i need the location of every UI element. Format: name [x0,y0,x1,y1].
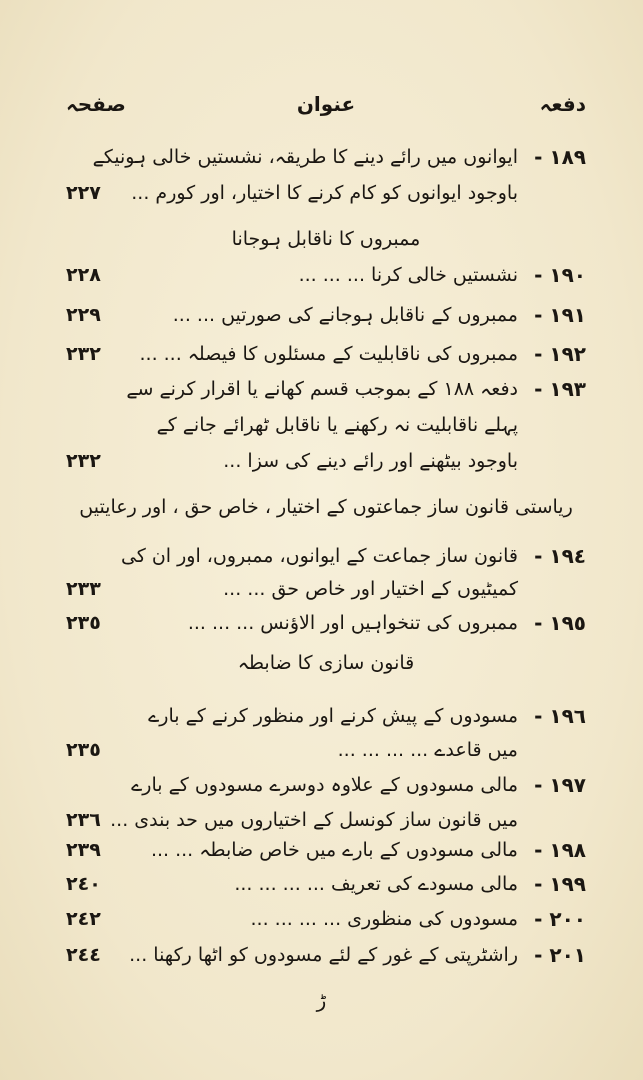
section-number: ١٩٨ - [528,833,586,867]
section-number: ١٨٩ - [528,140,586,174]
page-footer: ڑ [316,988,327,1012]
entry-text: میں قاعدے ... ... ... ... [337,739,518,761]
page-number: ٢٣٣ [66,578,101,600]
page-number: ٢٢٨ [66,264,101,286]
entry-text: مسودوں کی منظوری ... ... ... ... [250,908,518,930]
page-number: ٢٤٤ [66,944,101,966]
section-number: ١٩٥ - [528,606,586,640]
section-number: ١٩٠ - [528,258,586,292]
entry-text: قانون ساز جماعت کے ایوانوں، ممبروں، اور ان کی [120,545,518,567]
entry-text: نشستیں خالی کرنا ... ... ... [298,264,518,286]
toc-row [66,140,586,174]
entry-text: مالی مسودوں کے علاوہ دوسرے مسودوں کے بارے [131,774,518,796]
toc-row [66,768,586,802]
page-number: ٢٣٦ [66,809,101,831]
page-number: ٢٤٠ [66,873,101,895]
section-heading: ریاستی قانون ساز جماعتوں کے اختیار ، خاص حق ، اور رعایتیں [79,496,573,518]
entry-text: ممبروں کی ناقابلیت کے مسئلوں کا فیصلہ ... ... [139,343,518,365]
section-number: ١٩٤ - [528,539,586,573]
toc-row [66,258,586,292]
entry-text: ممبروں کے ناقابل ہوجانے کی صورتیں ... ... [172,304,518,326]
toc-row [66,699,586,733]
toc-row [66,444,586,478]
section-number: ١٩١ - [528,298,586,332]
section-number: ١٩٩ - [528,867,586,901]
section-heading: قانون سازی کا ضابطہ [237,652,415,674]
toc-row [66,902,586,936]
toc-row [66,867,586,901]
entry-text: مالی مسودوں کے بارے میں خاص ضابطہ ... ... [150,839,518,861]
header-title: عنوان [296,92,356,116]
entry-text: میں قانون ساز کونسل کے اختیاروں میں حد بندی ... [110,809,518,831]
page-number: ٢٣٥ [66,612,101,634]
section-number: ١٩٧ - [528,768,586,802]
section-number: ٢٠٠ - [528,902,586,936]
section-number: ٢٠١ - [528,938,586,972]
header-page: صفحہ [66,92,126,116]
toc-row [66,372,586,406]
toc-row [66,733,586,767]
page-number: ٢٢٧ [66,182,101,204]
entry-text: راشٹرپتی کے غور کے لئے مسودوں کو اٹھا رکھنا ... [129,944,518,966]
page-number: ٢٢٩ [66,304,101,326]
section-number: ١٩٢ - [528,337,586,371]
entry-text: ممبروں کی تنخواہیں اور الاؤنس ... ... ... [187,612,518,634]
page-number: ٢٣٢ [66,450,101,472]
toc-row [66,572,586,606]
column-header [66,92,586,122]
toc-row [66,337,586,371]
toc-row [66,803,586,837]
entry-text: مسودوں کے پیش کرنے اور منظور کرنے کے بارے [148,705,518,727]
section-number: ١٩٣ - [528,372,586,406]
toc-row [66,539,586,573]
section-heading: ممبروں کا ناقابل ہوجانا [231,228,421,250]
page-number: ٢٤٢ [66,908,101,930]
toc-row [66,606,586,640]
entry-text: باوجود ایوانوں کو کام کرنے کا اختیار، اور کورم ... [131,182,518,204]
page-number: ٢٣٥ [66,739,101,761]
toc-row [66,833,586,867]
page-number: ٢٣٢ [66,343,101,365]
toc-row [66,298,586,332]
toc-row [66,408,586,442]
header-section: دفعہ [539,92,586,116]
page-number: ٢٣٩ [66,839,101,861]
entry-text: باوجود بیٹھنے اور رائے دینے کی سزا ... [223,450,518,472]
entry-text: مالی مسودے کی تعریف ... ... ... ... [234,873,518,895]
entry-text: ایوانوں میں رائے دینے کا طریقہ، نشستیں خالی ہونیکے [92,146,518,168]
entry-text: کمیٹیوں کے اختیار اور خاص حق ... ... [223,578,518,600]
section-number: ١٩٦ - [528,699,586,733]
toc-row [66,938,586,972]
entry-text: دفعہ ١٨٨ کے بموجب قسم کھانے یا اقرار کرنے سے [126,378,518,400]
entry-text: پہلے ناقابلیت نہ رکھنے یا ناقابل ٹھرائے جانے کے [156,414,518,436]
toc-row [66,176,586,210]
